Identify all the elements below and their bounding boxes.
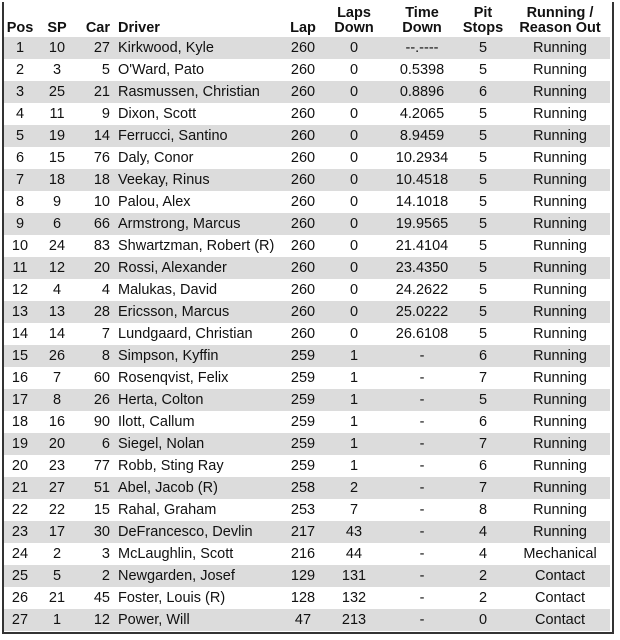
status-cell: Running: [510, 389, 610, 411]
table-row: [4, 213, 610, 235]
time-down-cell: -: [388, 345, 456, 367]
lap-cell: 260: [286, 125, 320, 147]
laps-down-cell: 132: [341, 590, 367, 606]
pos-cell: 5: [4, 125, 36, 147]
status-cell: Running: [510, 345, 610, 367]
status-cell: Running: [510, 477, 610, 499]
driver-cell: Newgarden, Josef: [118, 565, 286, 587]
time-down-cell: -: [388, 477, 456, 499]
car-cell: 4: [101, 282, 110, 298]
table-row: [4, 411, 610, 433]
sp-cell: 18: [36, 169, 78, 191]
sp-cell: 10: [36, 37, 78, 59]
status-cell: Running: [510, 81, 610, 103]
car-cell: 9: [101, 106, 110, 122]
pos-cell: 17: [4, 389, 36, 411]
lap-cell: 260: [290, 194, 316, 210]
pit-stops-cell: 4: [456, 521, 510, 543]
driver-cell: Herta, Colton: [118, 389, 286, 411]
car-cell: 21: [78, 81, 118, 103]
race-results-table: [4, 0, 610, 631]
car-cell: 3: [101, 546, 110, 562]
time-down-cell: 8.9459: [388, 125, 456, 147]
header-sp: SP: [47, 20, 67, 36]
laps-down-cell: 0: [349, 62, 359, 78]
pit-stops-cell: 5: [456, 257, 510, 279]
lap-cell: 258: [286, 477, 320, 499]
table-row: [4, 169, 610, 191]
driver-cell: Palou, Alex: [118, 194, 191, 210]
table-row: [4, 81, 610, 103]
car-cell: 66: [78, 213, 118, 235]
table-row: [4, 521, 610, 543]
time-down-cell: 21.4104: [395, 238, 449, 254]
header-lap: Lap: [290, 20, 316, 36]
driver-cell: Ilott, Callum: [118, 414, 195, 430]
car-cell: 51: [78, 477, 118, 499]
laps-down-cell: 1: [320, 345, 388, 367]
table-row: [4, 125, 610, 147]
time-down-cell: --.----: [388, 37, 456, 59]
pos-cell: 12: [11, 282, 29, 298]
lap-cell: 260: [286, 301, 320, 323]
laps-down-cell: 0: [349, 106, 359, 122]
pos-cell: 10: [11, 238, 29, 254]
table-row: [4, 587, 610, 609]
table-row: [4, 433, 610, 455]
pit-stops-cell: 6: [478, 458, 488, 474]
lap-cell: 260: [286, 257, 320, 279]
driver-cell: O'Ward, Pato: [118, 62, 205, 78]
laps-down-cell: 0: [349, 150, 359, 166]
pos-cell: 1: [4, 37, 36, 59]
laps-down-cell: 2: [320, 477, 388, 499]
time-down-cell: 0.8896: [388, 81, 456, 103]
pos-cell: 19: [4, 433, 36, 455]
car-cell: 18: [78, 169, 118, 191]
sp-cell: 9: [52, 194, 62, 210]
lap-cell: 260: [290, 62, 316, 78]
laps-down-cell: 0: [320, 37, 388, 59]
pit-stops-cell: 8: [478, 502, 488, 518]
table-row: [4, 323, 610, 345]
status-cell: Running: [532, 458, 587, 474]
driver-cell: Rasmussen, Christian: [118, 81, 286, 103]
pos-cell: 21: [4, 477, 36, 499]
driver-cell: Rossi, Alexander: [118, 257, 286, 279]
laps-down-cell: 213: [320, 609, 388, 631]
time-down-cell: -: [419, 590, 425, 606]
pos-cell: 15: [4, 345, 36, 367]
time-down-cell: 26.6108: [395, 326, 449, 342]
sp-cell: 11: [49, 106, 65, 122]
lap-cell: 216: [290, 546, 316, 562]
time-down-cell: -: [419, 502, 425, 518]
time-down-cell: -: [388, 433, 456, 455]
time-down-cell: -: [388, 521, 456, 543]
driver-cell: Rahal, Graham: [118, 502, 217, 518]
sp-cell: 3: [52, 62, 62, 78]
laps-down-cell: 44: [345, 546, 363, 562]
time-down-cell: 19.9565: [388, 213, 456, 235]
car-cell: 26: [78, 389, 118, 411]
laps-down-cell: 7: [349, 502, 359, 518]
laps-down-cell: 0: [320, 169, 388, 191]
time-down-cell: -: [388, 389, 456, 411]
laps-down-cell: 1: [320, 433, 388, 455]
status-cell: Running: [510, 257, 610, 279]
car-cell: 83: [93, 238, 110, 254]
pit-stops-cell: 5: [456, 125, 510, 147]
status-cell: Running: [532, 106, 587, 122]
pos-cell: 3: [4, 81, 36, 103]
car-cell: 12: [78, 609, 118, 631]
lap-cell: 260: [286, 169, 320, 191]
lap-cell: 260: [286, 37, 320, 59]
driver-cell: Abel, Jacob (R): [118, 477, 286, 499]
time-down-cell: -: [419, 458, 425, 474]
sp-cell: 5: [36, 565, 78, 587]
header-status: Running / Reason Out: [519, 5, 601, 36]
table-row: [4, 279, 610, 301]
lap-cell: 259: [286, 433, 320, 455]
pos-cell: 27: [4, 609, 36, 631]
laps-down-cell: 1: [320, 389, 388, 411]
status-cell: Running: [532, 502, 587, 518]
table-row: [4, 389, 610, 411]
pos-cell: 22: [11, 502, 29, 518]
sp-cell: 20: [36, 433, 78, 455]
time-down-cell: -: [388, 565, 456, 587]
driver-cell: Ericsson, Marcus: [118, 301, 286, 323]
pos-cell: 8: [15, 194, 25, 210]
sp-cell: 1: [36, 609, 78, 631]
pit-stops-cell: 4: [478, 546, 488, 562]
pit-stops-cell: 5: [456, 389, 510, 411]
laps-down-cell: 0: [349, 238, 359, 254]
laps-down-cell: 0: [349, 326, 359, 342]
pos-cell: 9: [4, 213, 36, 235]
sp-cell: 25: [36, 81, 78, 103]
lap-cell: 260: [286, 81, 320, 103]
car-cell: 45: [93, 590, 110, 606]
sp-cell: 8: [36, 389, 78, 411]
lap-cell: 260: [290, 326, 316, 342]
pit-stops-cell: 5: [456, 37, 510, 59]
car-cell: 5: [101, 62, 110, 78]
pos-cell: 13: [4, 301, 36, 323]
pit-stops-cell: 5: [456, 301, 510, 323]
pit-stops-cell: 6: [478, 414, 488, 430]
pit-stops-cell: 6: [456, 345, 510, 367]
status-cell: Running: [510, 521, 610, 543]
table-row: [4, 235, 610, 257]
pit-stops-cell: 7: [456, 477, 510, 499]
driver-cell: Armstrong, Marcus: [118, 213, 286, 235]
pit-stops-cell: 2: [456, 565, 510, 587]
pos-cell: 20: [11, 458, 29, 474]
laps-down-cell: 0: [320, 125, 388, 147]
sp-cell: 13: [36, 301, 78, 323]
status-cell: Running: [532, 62, 587, 78]
time-down-cell: 4.2065: [399, 106, 445, 122]
table-row: [4, 367, 610, 389]
car-cell: 28: [78, 301, 118, 323]
pit-stops-cell: 0: [456, 609, 510, 631]
pos-cell: 24: [11, 546, 29, 562]
driver-cell: Dixon, Scott: [118, 106, 197, 122]
table-row: [4, 455, 610, 477]
car-cell: 15: [93, 502, 110, 518]
table-row: [4, 59, 610, 81]
status-cell: Running: [510, 301, 610, 323]
pit-stops-cell: 5: [456, 213, 510, 235]
time-down-cell: 23.4350: [388, 257, 456, 279]
header-pit-stops: Pit Stops: [462, 5, 504, 36]
table-row: [4, 345, 610, 367]
table-row: [4, 257, 610, 279]
header-laps-down: Laps Down: [334, 5, 374, 36]
pit-stops-cell: 5: [478, 282, 488, 298]
pos-cell: 7: [4, 169, 36, 191]
status-cell: Running: [510, 213, 610, 235]
status-cell: Running: [532, 282, 587, 298]
sp-cell: 12: [36, 257, 78, 279]
table-row: [4, 543, 610, 565]
status-cell: Running: [532, 414, 587, 430]
sp-cell: 2: [52, 546, 62, 562]
car-cell: 60: [93, 370, 110, 386]
laps-down-cell: 1: [349, 458, 359, 474]
pos-cell: 23: [4, 521, 36, 543]
sp-cell: 21: [48, 590, 66, 606]
status-cell: Running: [532, 326, 587, 342]
table-row: [4, 191, 610, 213]
car-cell: 6: [78, 433, 118, 455]
driver-cell: Siegel, Nolan: [118, 433, 286, 455]
laps-down-cell: 43: [320, 521, 388, 543]
sp-cell: 4: [52, 282, 62, 298]
driver-cell: Shwartzman, Robert (R): [118, 238, 275, 254]
header-car: Car: [85, 20, 110, 36]
lap-cell: 260: [290, 282, 316, 298]
time-down-cell: -: [419, 370, 425, 386]
lap-cell: 259: [286, 389, 320, 411]
pit-stops-cell: 5: [478, 62, 488, 78]
driver-cell: DeFrancesco, Devlin: [118, 521, 286, 543]
lap-cell: 259: [290, 414, 316, 430]
pos-cell: 16: [11, 370, 29, 386]
status-cell: Contact: [510, 609, 610, 631]
pos-cell: 4: [15, 106, 25, 122]
driver-cell: Lundgaard, Christian: [118, 326, 253, 342]
sp-cell: 22: [48, 502, 66, 518]
sp-cell: 17: [36, 521, 78, 543]
lap-cell: 260: [290, 238, 316, 254]
laps-down-cell: 0: [320, 81, 388, 103]
pit-stops-cell: 5: [478, 238, 488, 254]
lap-cell: 128: [290, 590, 316, 606]
header-driver: Driver: [118, 20, 160, 36]
driver-cell: Foster, Louis (R): [118, 590, 226, 606]
pit-stops-cell: 5: [456, 169, 510, 191]
time-down-cell: 0.5398: [399, 62, 445, 78]
sp-cell: 15: [48, 150, 66, 166]
driver-cell: Simpson, Kyffin: [118, 345, 286, 367]
car-cell: 14: [78, 125, 118, 147]
time-down-cell: -: [388, 609, 456, 631]
driver-cell: Power, Will: [118, 609, 286, 631]
table-row: [4, 301, 610, 323]
status-cell: Running: [532, 370, 587, 386]
time-down-cell: -: [419, 414, 425, 430]
lap-cell: 260: [290, 106, 316, 122]
status-cell: Running: [510, 169, 610, 191]
table-row: [4, 565, 610, 587]
lap-cell: 259: [286, 345, 320, 367]
table-row: [4, 147, 610, 169]
driver-cell: Daly, Conor: [118, 150, 194, 166]
pos-cell: 6: [15, 150, 25, 166]
driver-cell: Rosenqvist, Felix: [118, 370, 229, 386]
driver-cell: Veekay, Rinus: [118, 169, 286, 191]
table-row: [4, 37, 610, 59]
pos-cell: 14: [11, 326, 29, 342]
laps-down-cell: 0: [349, 194, 359, 210]
driver-cell: Malukas, David: [118, 282, 218, 298]
pos-cell: 25: [4, 565, 36, 587]
lap-cell: 260: [290, 150, 316, 166]
car-cell: 76: [93, 150, 110, 166]
time-down-cell: 25.0222: [388, 301, 456, 323]
header-row: [4, 0, 610, 37]
header-time-down: Time Down: [402, 5, 442, 36]
lap-cell: 217: [286, 521, 320, 543]
table-row: [4, 477, 610, 499]
time-down-cell: 10.4518: [388, 169, 456, 191]
table-row: [4, 499, 610, 521]
pit-stops-cell: 6: [456, 81, 510, 103]
sp-cell: 23: [48, 458, 66, 474]
driver-cell: Kirkwood, Kyle: [118, 37, 286, 59]
pit-stops-cell: 7: [478, 370, 488, 386]
status-cell: Running: [532, 194, 587, 210]
laps-down-cell: 0: [320, 257, 388, 279]
table-row: [4, 103, 610, 125]
pos-cell: 11: [4, 257, 36, 279]
lap-cell: 260: [286, 213, 320, 235]
status-cell: Running: [510, 125, 610, 147]
car-cell: 10: [93, 194, 110, 210]
pit-stops-cell: 5: [478, 150, 488, 166]
lap-cell: 47: [286, 609, 320, 631]
laps-down-cell: 1: [349, 414, 359, 430]
pos-cell: 2: [15, 62, 25, 78]
status-cell: Contact: [535, 590, 585, 606]
sp-cell: 27: [36, 477, 78, 499]
sp-cell: 26: [36, 345, 78, 367]
car-cell: 27: [78, 37, 118, 59]
status-cell: Mechanical: [523, 546, 597, 562]
lap-cell: 129: [286, 565, 320, 587]
car-cell: 20: [78, 257, 118, 279]
status-cell: Running: [510, 37, 610, 59]
pit-stops-cell: 5: [478, 106, 488, 122]
lap-cell: 253: [290, 502, 316, 518]
sp-cell: 16: [48, 414, 66, 430]
laps-down-cell: 1: [349, 370, 359, 386]
laps-down-cell: 0: [349, 282, 359, 298]
car-cell: 77: [93, 458, 110, 474]
time-down-cell: -: [419, 546, 425, 562]
sp-cell: 6: [36, 213, 78, 235]
car-cell: 8: [78, 345, 118, 367]
time-down-cell: 10.2934: [395, 150, 449, 166]
pit-stops-cell: 2: [478, 590, 488, 606]
table-row: [4, 609, 610, 631]
status-cell: Running: [510, 433, 610, 455]
pit-stops-cell: 5: [478, 194, 488, 210]
car-cell: 30: [78, 521, 118, 543]
pit-stops-cell: 5: [478, 326, 488, 342]
pit-stops-cell: 7: [456, 433, 510, 455]
car-cell: 90: [93, 414, 110, 430]
status-cell: Contact: [510, 565, 610, 587]
driver-cell: Robb, Sting Ray: [118, 458, 224, 474]
car-cell: 2: [78, 565, 118, 587]
pos-cell: 26: [11, 590, 29, 606]
laps-down-cell: 131: [320, 565, 388, 587]
status-cell: Running: [532, 150, 587, 166]
sp-cell: 24: [48, 238, 66, 254]
time-down-cell: 14.1018: [395, 194, 449, 210]
status-cell: Running: [532, 238, 587, 254]
lap-cell: 259: [290, 370, 316, 386]
sp-cell: 7: [52, 370, 62, 386]
laps-down-cell: 0: [320, 301, 388, 323]
driver-cell: Ferrucci, Santino: [118, 125, 286, 147]
time-down-cell: 24.2622: [395, 282, 449, 298]
lap-cell: 259: [290, 458, 316, 474]
car-cell: 7: [101, 326, 110, 342]
driver-cell: McLaughlin, Scott: [118, 546, 234, 562]
sp-cell: 14: [48, 326, 66, 342]
laps-down-cell: 0: [320, 213, 388, 235]
sp-cell: 19: [36, 125, 78, 147]
header-pos: Pos: [6, 20, 34, 36]
pos-cell: 18: [11, 414, 29, 430]
